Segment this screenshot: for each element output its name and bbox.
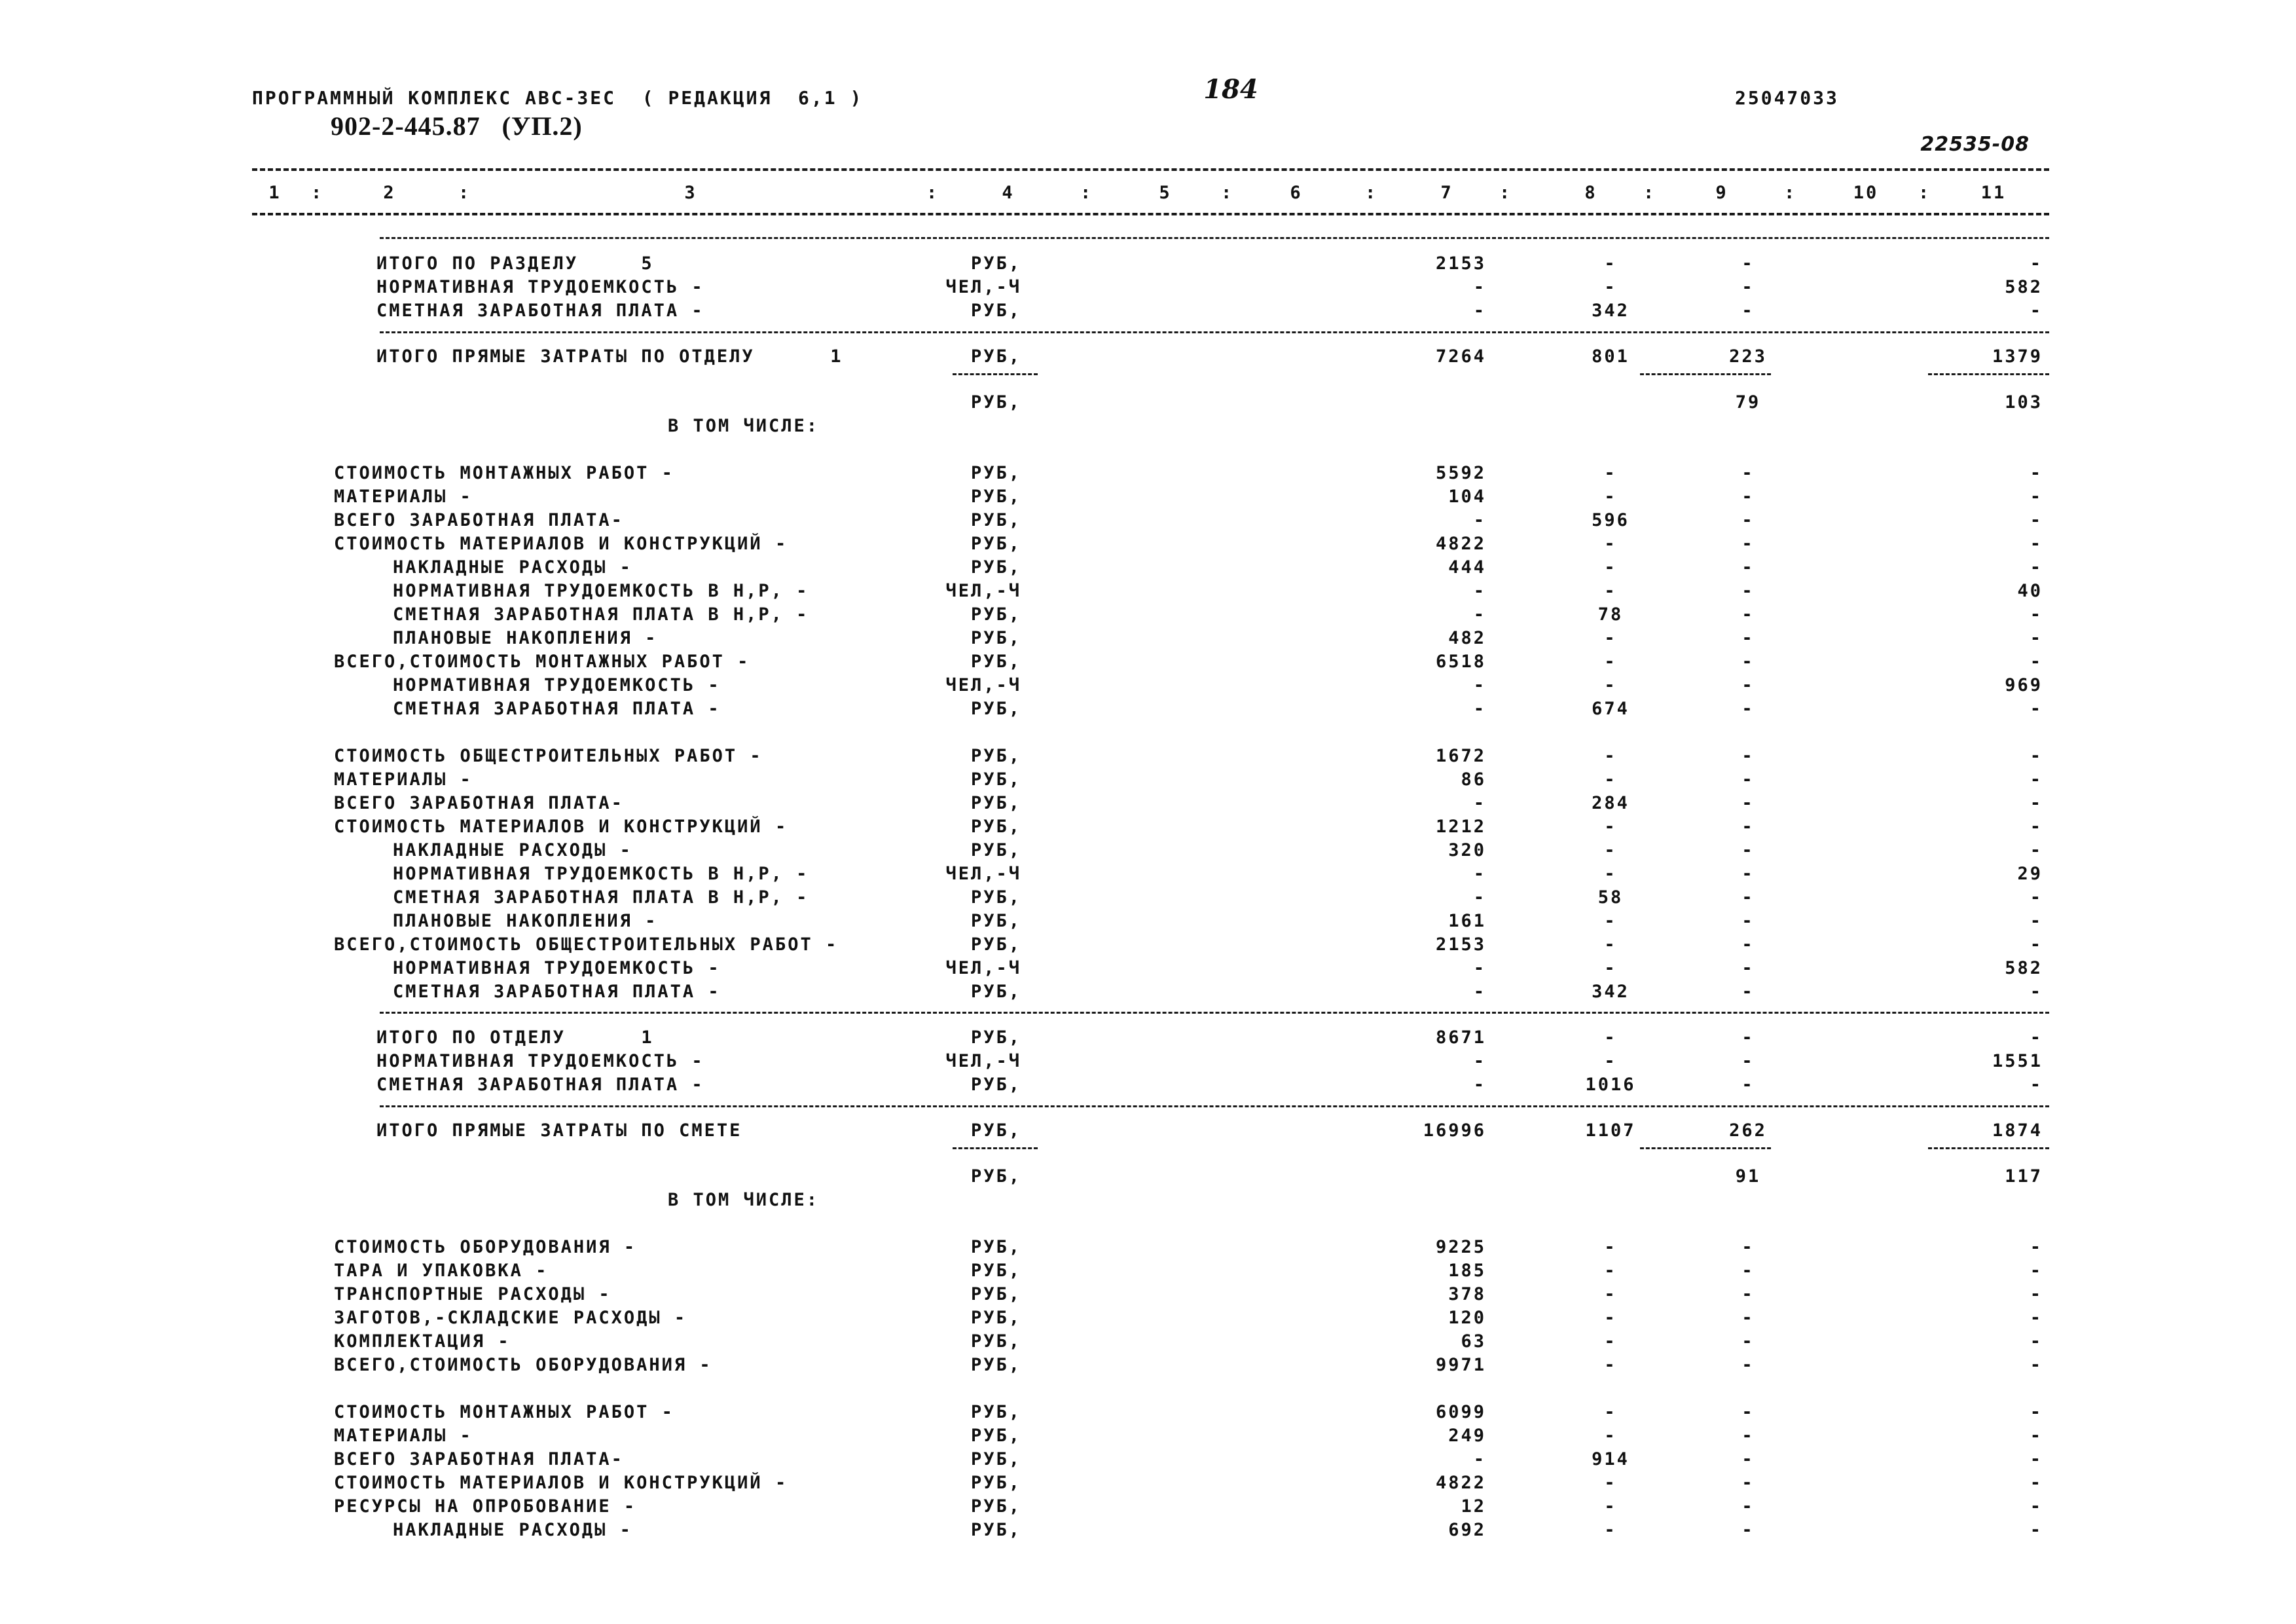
row-label: НОРМАТИВНАЯ ТРУДОЕМКОСТЬ - — [393, 958, 721, 978]
row-unit: РУБ, — [970, 817, 1021, 837]
row-unit: РУБ, — [970, 487, 1021, 507]
row-col-8: - — [1604, 934, 1617, 955]
row-unit: РУБ, — [970, 1473, 1021, 1493]
row-col-8: - — [1604, 1051, 1617, 1071]
column-header-3: 3 — [684, 183, 697, 203]
section-heading: В ТОМ ЧИСЛЕ: — [668, 416, 820, 436]
row-col-11: - — [2030, 604, 2043, 625]
row-col-9: - — [1741, 1284, 1755, 1304]
row-label: НАКЛАДНЫЕ РАСХОДЫ - — [393, 557, 632, 578]
row-col-8: - — [1604, 581, 1617, 601]
row-col-11: - — [2030, 982, 2043, 1002]
row-col-7: - — [1473, 277, 1486, 297]
sheet-code: 22535-08 — [1920, 133, 2030, 156]
row-col-8: - — [1604, 746, 1617, 766]
column-separator: : — [926, 183, 939, 203]
page-number: 184 — [1203, 74, 1258, 105]
row-col-8: - — [1604, 864, 1617, 884]
row-unit: РУБ, — [970, 534, 1021, 554]
row-col-7: 86 — [1461, 769, 1486, 790]
row-unit: ЧЕЛ,-Ч — [945, 958, 1021, 978]
row-col-7: 2153 — [1435, 253, 1486, 274]
row-label: ВСЕГО,СТОИМОСТЬ МОНТАЖНЫХ РАБОТ - — [334, 652, 750, 672]
row-label: МАТЕРИАЛЫ - — [334, 487, 473, 507]
row-unit: РУБ, — [970, 1331, 1021, 1352]
row-col-8: 1016 — [1585, 1075, 1636, 1095]
row-label: ВСЕГО ЗАРАБОТНАЯ ПЛАТА- — [334, 510, 624, 530]
row-unit: РУБ, — [970, 557, 1021, 578]
row-col-9: - — [1741, 793, 1755, 813]
dashed-rule — [252, 213, 2049, 215]
row-col-11: 969 — [2005, 675, 2043, 695]
row-col-9: - — [1741, 840, 1755, 860]
row-col-7: 4822 — [1435, 1473, 1486, 1493]
row-col-8: - — [1604, 628, 1617, 648]
column-separator: : — [1365, 183, 1378, 203]
row-col-11: - — [2030, 769, 2043, 790]
row-col-8: - — [1604, 1308, 1617, 1328]
row-col-7: 482 — [1448, 628, 1486, 648]
row-col-7: - — [1473, 887, 1486, 908]
row-col-7: 7264 — [1435, 346, 1486, 367]
row-col-8: - — [1604, 557, 1617, 578]
row-col-7: 161 — [1448, 911, 1486, 931]
row-label: СМЕТНАЯ ЗАРАБОТНАЯ ПЛАТА - — [376, 301, 704, 321]
row-unit: РУБ, — [970, 392, 1021, 413]
row-label: НОРМАТИВНАЯ ТРУДОЕМКОСТЬ - — [393, 675, 721, 695]
row-col-9: - — [1741, 581, 1755, 601]
row-col-9: 223 — [1729, 346, 1767, 367]
row-col-9: - — [1741, 1331, 1755, 1352]
row-col-9: - — [1741, 887, 1755, 908]
row-col-8: - — [1604, 958, 1617, 978]
program-header: ПРОГРАММНЫЙ КОМПЛЕКС АВС-ЗЕС ( РЕДАКЦИЯ 6,1 ) — [252, 87, 864, 109]
row-col-9: - — [1741, 1308, 1755, 1328]
row-col-7: 320 — [1448, 840, 1486, 860]
row-col-8: - — [1604, 1426, 1617, 1446]
row-col-9: - — [1741, 864, 1755, 884]
row-label: ВСЕГО ЗАРАБОТНАЯ ПЛАТА- — [334, 793, 624, 813]
row-unit: РУБ, — [970, 301, 1021, 321]
dashed-rule — [953, 1147, 1038, 1149]
row-col-11: - — [2030, 301, 2043, 321]
column-header-9: 9 — [1715, 183, 1728, 203]
row-unit: РУБ, — [970, 1308, 1021, 1328]
row-col-7: 692 — [1448, 1520, 1486, 1540]
row-unit: РУБ, — [970, 1237, 1021, 1257]
row-unit: РУБ, — [970, 911, 1021, 931]
project-stamp: 902-2-445.87 (УП.2) — [331, 111, 583, 141]
row-col-8: - — [1604, 652, 1617, 672]
dashed-rule — [380, 331, 2049, 333]
row-col-11: - — [2030, 887, 2043, 908]
row-unit: ЧЕЛ,-Ч — [945, 581, 1021, 601]
row-col-9: - — [1741, 487, 1755, 507]
row-unit: РУБ, — [970, 1166, 1021, 1187]
row-label: НАКЛАДНЫЕ РАСХОДЫ - — [393, 840, 632, 860]
row-label: ПЛАНОВЫЕ НАКОПЛЕНИЯ - — [393, 911, 658, 931]
row-col-7: - — [1473, 864, 1486, 884]
column-header-10: 10 — [1853, 183, 1879, 203]
column-separator: : — [1221, 183, 1234, 203]
row-label: ИТОГО ПРЯМЫЕ ЗАТРАТЫ ПО ОТДЕЛУ 1 — [376, 346, 843, 367]
row-col-8: - — [1604, 1355, 1617, 1375]
row-unit: РУБ, — [970, 840, 1021, 860]
row-col-8: - — [1604, 675, 1617, 695]
row-col-7: - — [1473, 958, 1486, 978]
dashed-rule — [252, 168, 2049, 171]
row-col-7: 4822 — [1435, 534, 1486, 554]
row-col-8: - — [1604, 1520, 1617, 1540]
row-col-8: - — [1604, 463, 1617, 483]
row-col-8: - — [1604, 1473, 1617, 1493]
row-unit: РУБ, — [970, 1520, 1021, 1540]
column-separator: : — [1784, 183, 1797, 203]
dashed-rule — [1640, 373, 1771, 375]
row-col-11: - — [2030, 746, 2043, 766]
row-label: ЗАГОТОВ,-СКЛАДСКИЕ РАСХОДЫ - — [334, 1308, 687, 1328]
row-col-9: 91 — [1735, 1166, 1761, 1187]
row-col-11: - — [2030, 911, 2043, 931]
row-col-7: 185 — [1448, 1261, 1486, 1281]
row-col-11: - — [2030, 1449, 2043, 1469]
row-col-7: 444 — [1448, 557, 1486, 578]
row-unit: ЧЕЛ,-Ч — [945, 277, 1021, 297]
row-col-8: 801 — [1592, 346, 1630, 367]
row-col-11: 103 — [2005, 392, 2043, 413]
row-unit: РУБ, — [970, 1120, 1021, 1141]
row-label: СТОИМОСТЬ МАТЕРИАЛОВ И КОНСТРУКЦИЙ - — [334, 534, 788, 554]
row-col-7: 5592 — [1435, 463, 1486, 483]
row-col-9: - — [1741, 675, 1755, 695]
row-unit: ЧЕЛ,-Ч — [945, 864, 1021, 884]
row-label: МАТЕРИАЛЫ - — [334, 769, 473, 790]
section-heading: В ТОМ ЧИСЛЕ: — [668, 1190, 820, 1210]
row-label: ИТОГО ПРЯМЫЕ ЗАТРАТЫ ПО СМЕТЕ — [376, 1120, 742, 1141]
column-header-1: 1 — [268, 183, 282, 203]
row-col-7: 63 — [1461, 1331, 1486, 1352]
row-col-11: 1551 — [1992, 1051, 2043, 1071]
row-label: ВСЕГО ЗАРАБОТНАЯ ПЛАТА- — [334, 1449, 624, 1469]
row-label: СМЕТНАЯ ЗАРАБОТНАЯ ПЛАТА - — [393, 982, 721, 1002]
row-unit: РУБ, — [970, 1496, 1021, 1517]
row-col-11: - — [2030, 1237, 2043, 1257]
row-unit: РУБ, — [970, 652, 1021, 672]
dashed-rule — [953, 373, 1038, 375]
row-col-8: 342 — [1592, 982, 1630, 1002]
row-label: СТОИМОСТЬ МОНТАЖНЫХ РАБОТ - — [334, 463, 674, 483]
row-col-8: - — [1604, 1261, 1617, 1281]
row-unit: РУБ, — [970, 982, 1021, 1002]
row-col-11: 582 — [2005, 958, 2043, 978]
row-col-7: - — [1473, 1449, 1486, 1469]
column-separator: : — [1918, 183, 1931, 203]
row-col-7: 9971 — [1435, 1355, 1486, 1375]
row-col-9: - — [1741, 534, 1755, 554]
row-col-9: - — [1741, 1355, 1755, 1375]
row-col-9: - — [1741, 1520, 1755, 1540]
column-header-6: 6 — [1290, 183, 1303, 203]
dashed-rule — [380, 1105, 2049, 1107]
row-col-9: - — [1741, 628, 1755, 648]
row-label: СТОИМОСТЬ МАТЕРИАЛОВ И КОНСТРУКЦИЙ - — [334, 1473, 788, 1493]
row-label: НОРМАТИВНАЯ ТРУДОЕМКОСТЬ - — [376, 1051, 704, 1071]
row-col-11: - — [2030, 463, 2043, 483]
row-col-11: - — [2030, 652, 2043, 672]
row-col-11: - — [2030, 793, 2043, 813]
row-unit: РУБ, — [970, 1075, 1021, 1095]
row-col-8: - — [1604, 817, 1617, 837]
row-label: РЕСУРСЫ НА ОПРОБОВАНИЕ - — [334, 1496, 637, 1517]
row-unit: РУБ, — [970, 1261, 1021, 1281]
row-col-11: - — [2030, 1331, 2043, 1352]
row-col-11: 29 — [2017, 864, 2043, 884]
row-col-11: - — [2030, 1261, 2043, 1281]
row-col-8: - — [1604, 1331, 1617, 1352]
row-unit: РУБ, — [970, 934, 1021, 955]
row-col-8: - — [1604, 253, 1617, 274]
column-separator: : — [1499, 183, 1512, 203]
row-unit: РУБ, — [970, 793, 1021, 813]
row-col-9: - — [1741, 1051, 1755, 1071]
row-unit: ЧЕЛ,-Ч — [945, 675, 1021, 695]
row-col-11: 582 — [2005, 277, 2043, 297]
row-col-9: - — [1741, 1237, 1755, 1257]
row-label: СТОИМОСТЬ МОНТАЖНЫХ РАБОТ - — [334, 1402, 674, 1422]
row-col-11: - — [2030, 1308, 2043, 1328]
row-col-9: - — [1741, 557, 1755, 578]
row-unit: РУБ, — [970, 628, 1021, 648]
row-label: МАТЕРИАЛЫ - — [334, 1426, 473, 1446]
row-col-7: 1672 — [1435, 746, 1486, 766]
row-col-11: - — [2030, 534, 2043, 554]
row-col-11: - — [2030, 557, 2043, 578]
row-col-11: - — [2030, 1402, 2043, 1422]
row-unit: РУБ, — [970, 253, 1021, 274]
row-label: НОРМАТИВНАЯ ТРУДОЕМКОСТЬ В Н,Р, - — [393, 864, 809, 884]
row-col-8: - — [1604, 769, 1617, 790]
row-label: СМЕТНАЯ ЗАРАБОТНАЯ ПЛАТА В Н,Р, - — [393, 604, 809, 625]
row-label: ТАРА И УПАКОВКА - — [334, 1261, 549, 1281]
row-label: НАКЛАДНЫЕ РАСХОДЫ - — [393, 1520, 632, 1540]
row-col-7: - — [1473, 301, 1486, 321]
row-unit: РУБ, — [970, 463, 1021, 483]
row-col-7: 120 — [1448, 1308, 1486, 1328]
row-unit: РУБ, — [970, 1402, 1021, 1422]
row-label: ИТОГО ПО ОТДЕЛУ 1 — [376, 1027, 654, 1048]
row-label: НОРМАТИВНАЯ ТРУДОЕМКОСТЬ В Н,Р, - — [393, 581, 809, 601]
row-label: СТОИМОСТЬ ОБОРУДОВАНИЯ - — [334, 1237, 637, 1257]
row-col-11: - — [2030, 1355, 2043, 1375]
column-header-8: 8 — [1584, 183, 1597, 203]
row-col-9: 262 — [1729, 1120, 1767, 1141]
row-label: СМЕТНАЯ ЗАРАБОТНАЯ ПЛАТА В Н,Р, - — [393, 887, 809, 908]
row-col-11: 1874 — [1992, 1120, 2043, 1141]
row-col-8: - — [1604, 840, 1617, 860]
row-col-7: 6518 — [1435, 652, 1486, 672]
row-col-7: 1212 — [1435, 817, 1486, 837]
row-col-11: 117 — [2005, 1166, 2043, 1187]
row-label: ВСЕГО,СТОИМОСТЬ ОБОРУДОВАНИЯ - — [334, 1355, 712, 1375]
row-col-11: - — [2030, 1426, 2043, 1446]
row-col-9: - — [1741, 699, 1755, 719]
row-col-11: - — [2030, 253, 2043, 274]
row-col-7: - — [1473, 604, 1486, 625]
document-number: 25047033 — [1735, 87, 1839, 109]
row-col-7: 9225 — [1435, 1237, 1486, 1257]
row-col-9: 79 — [1735, 392, 1761, 413]
row-col-9: - — [1741, 652, 1755, 672]
row-col-8: - — [1604, 534, 1617, 554]
row-label: ПЛАНОВЫЕ НАКОПЛЕНИЯ - — [393, 628, 658, 648]
row-col-9: - — [1741, 958, 1755, 978]
row-col-8: - — [1604, 487, 1617, 507]
row-col-8: - — [1604, 1284, 1617, 1304]
row-col-9: - — [1741, 1426, 1755, 1446]
row-col-8: 1107 — [1585, 1120, 1636, 1141]
row-col-8: - — [1604, 1496, 1617, 1517]
row-col-9: - — [1741, 746, 1755, 766]
row-col-8: - — [1604, 1027, 1617, 1048]
row-col-7: 8671 — [1435, 1027, 1486, 1048]
row-col-9: - — [1741, 277, 1755, 297]
row-col-11: - — [2030, 628, 2043, 648]
row-col-7: 6099 — [1435, 1402, 1486, 1422]
row-unit: РУБ, — [970, 510, 1021, 530]
row-col-11: - — [2030, 817, 2043, 837]
row-unit: ЧЕЛ,-Ч — [945, 1051, 1021, 1071]
row-unit: РУБ, — [970, 604, 1021, 625]
column-header-7: 7 — [1440, 183, 1453, 203]
row-col-7: 249 — [1448, 1426, 1486, 1446]
row-unit: РУБ, — [970, 1426, 1021, 1446]
row-col-7: - — [1473, 1051, 1486, 1071]
row-label: СМЕТНАЯ ЗАРАБОТНАЯ ПЛАТА - — [376, 1075, 704, 1095]
dashed-rule — [380, 237, 2049, 239]
row-col-9: - — [1741, 301, 1755, 321]
row-col-9: - — [1741, 934, 1755, 955]
row-col-8: - — [1604, 911, 1617, 931]
row-col-8: 284 — [1592, 793, 1630, 813]
row-col-8: 58 — [1597, 887, 1624, 908]
row-unit: РУБ, — [970, 1284, 1021, 1304]
row-col-9: - — [1741, 1075, 1755, 1095]
row-label: СТОИМОСТЬ МАТЕРИАЛОВ И КОНСТРУКЦИЙ - — [334, 817, 788, 837]
row-col-11: 40 — [2017, 581, 2043, 601]
row-col-8: - — [1604, 1237, 1617, 1257]
row-col-9: - — [1741, 1402, 1755, 1422]
row-label: ИТОГО ПО РАЗДЕЛУ 5 — [376, 253, 654, 274]
row-col-11: - — [2030, 1027, 2043, 1048]
dashed-rule — [1640, 1147, 1771, 1149]
row-col-9: - — [1741, 604, 1755, 625]
row-col-11: - — [2030, 1496, 2043, 1517]
row-col-9: - — [1741, 510, 1755, 530]
row-col-8: - — [1604, 277, 1617, 297]
row-col-8: 914 — [1592, 1449, 1630, 1469]
row-col-9: - — [1741, 1449, 1755, 1469]
row-col-11: - — [2030, 840, 2043, 860]
row-col-11: - — [2030, 934, 2043, 955]
row-unit: РУБ, — [970, 746, 1021, 766]
row-col-7: - — [1473, 1075, 1486, 1095]
dashed-rule — [380, 1012, 2049, 1014]
column-separator: : — [1080, 183, 1093, 203]
row-col-9: - — [1741, 1473, 1755, 1493]
row-unit: РУБ, — [970, 887, 1021, 908]
row-col-9: - — [1741, 769, 1755, 790]
row-col-7: 12 — [1461, 1496, 1486, 1517]
row-label: ТРАНСПОРТНЫЕ РАСХОДЫ - — [334, 1284, 611, 1304]
row-col-8: 342 — [1592, 301, 1630, 321]
column-separator: : — [1643, 183, 1656, 203]
row-col-8: 596 — [1592, 510, 1630, 530]
row-col-9: - — [1741, 911, 1755, 931]
row-label: НОРМАТИВНАЯ ТРУДОЕМКОСТЬ - — [376, 277, 704, 297]
row-col-9: - — [1741, 817, 1755, 837]
row-label: КОМПЛЕКТАЦИЯ - — [334, 1331, 511, 1352]
row-col-9: - — [1741, 1261, 1755, 1281]
row-col-7: - — [1473, 675, 1486, 695]
row-col-7: 104 — [1448, 487, 1486, 507]
row-col-11: - — [2030, 1473, 2043, 1493]
row-col-9: - — [1741, 982, 1755, 1002]
row-unit: РУБ, — [970, 769, 1021, 790]
row-col-11: - — [2030, 699, 2043, 719]
row-col-11: 1379 — [1992, 346, 2043, 367]
row-col-9: - — [1741, 1496, 1755, 1517]
row-unit: РУБ, — [970, 699, 1021, 719]
dashed-rule — [1928, 373, 2049, 375]
row-col-7: 378 — [1448, 1284, 1486, 1304]
row-unit: РУБ, — [970, 1027, 1021, 1048]
row-unit: РУБ, — [970, 346, 1021, 367]
row-col-7: 2153 — [1435, 934, 1486, 955]
row-col-7: - — [1473, 581, 1486, 601]
column-header-5: 5 — [1159, 183, 1172, 203]
column-separator: : — [458, 183, 471, 203]
column-separator: : — [311, 183, 324, 203]
row-col-8: 674 — [1592, 699, 1630, 719]
row-label: СМЕТНАЯ ЗАРАБОТНАЯ ПЛАТА - — [393, 699, 721, 719]
row-col-7: - — [1473, 699, 1486, 719]
row-col-7: 16996 — [1423, 1120, 1486, 1141]
column-header-4: 4 — [1002, 183, 1015, 203]
row-col-11: - — [2030, 487, 2043, 507]
column-header-11: 11 — [1980, 183, 2007, 203]
row-col-8: 78 — [1597, 604, 1624, 625]
column-header-2: 2 — [383, 183, 396, 203]
row-col-11: - — [2030, 510, 2043, 530]
row-unit: РУБ, — [970, 1355, 1021, 1375]
row-col-9: - — [1741, 1027, 1755, 1048]
row-col-7: - — [1473, 510, 1486, 530]
dashed-rule — [1928, 1147, 2049, 1149]
row-col-9: - — [1741, 253, 1755, 274]
row-label: СТОИМОСТЬ ОБЩЕСТРОИТЕЛЬНЫХ РАБОТ - — [334, 746, 763, 766]
row-col-11: - — [2030, 1520, 2043, 1540]
row-col-7: - — [1473, 793, 1486, 813]
row-col-11: - — [2030, 1284, 2043, 1304]
row-unit: РУБ, — [970, 1449, 1021, 1469]
row-col-8: - — [1604, 1402, 1617, 1422]
row-col-11: - — [2030, 1075, 2043, 1095]
row-col-9: - — [1741, 463, 1755, 483]
row-label: ВСЕГО,СТОИМОСТЬ ОБЩЕСТРОИТЕЛЬНЫХ РАБОТ - — [334, 934, 839, 955]
row-col-7: - — [1473, 982, 1486, 1002]
